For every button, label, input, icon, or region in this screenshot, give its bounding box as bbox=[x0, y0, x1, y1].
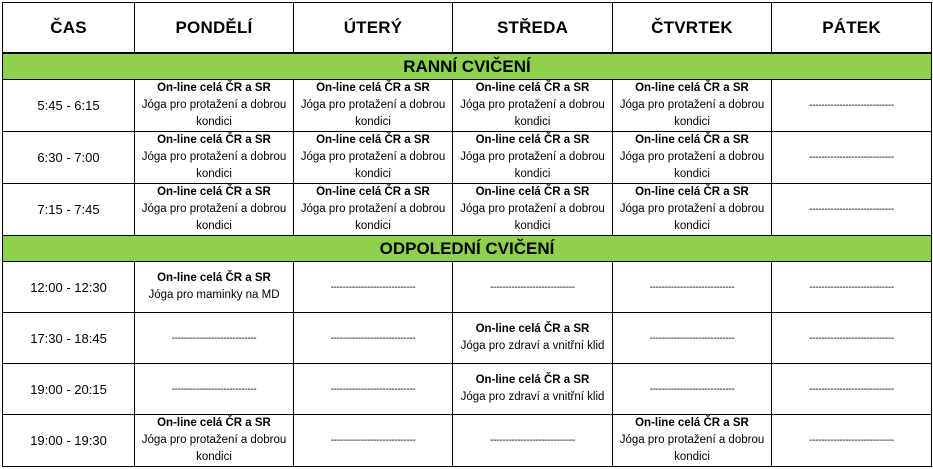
class-cell bbox=[453, 184, 613, 236]
table-row bbox=[3, 262, 932, 313]
section-row-morning bbox=[3, 53, 932, 80]
class-location: On-line celá ČR a SR bbox=[475, 186, 590, 198]
class-location: On-line celá ČR a SR bbox=[157, 134, 271, 146]
time-cell: 17:30 - 18:45 bbox=[3, 313, 135, 364]
header-thursday: ČTVRTEK bbox=[613, 3, 772, 54]
header-tuesday: ÚTERÝ bbox=[294, 3, 453, 54]
class-title: Jóga pro protažení a dobrou kondici bbox=[460, 151, 605, 180]
class-location: On-line celá ČR a SR bbox=[316, 134, 430, 146]
class-cell bbox=[294, 132, 453, 184]
class-location: On-line celá ČR a SR bbox=[475, 323, 590, 335]
class-cell bbox=[453, 415, 613, 467]
time-cell: 19:00 - 19:30 bbox=[3, 415, 135, 467]
empty-dash: ---------------------------- bbox=[649, 281, 735, 293]
class-title: Jóga pro zdraví a vnitřní klid bbox=[460, 340, 605, 352]
class-cell bbox=[772, 132, 932, 184]
class-cell bbox=[453, 262, 613, 313]
class-cell bbox=[135, 80, 294, 132]
class-location: On-line celá ČR a SR bbox=[635, 186, 749, 198]
time-cell: 12:00 - 12:30 bbox=[3, 262, 135, 313]
class-title: Jóga pro protažení a dobrou kondici bbox=[141, 99, 287, 128]
table-row bbox=[3, 415, 932, 467]
schedule-table bbox=[2, 2, 932, 467]
header-friday: PÁTEK bbox=[772, 3, 932, 54]
class-title: Jóga pro protažení a dobrou kondici bbox=[300, 151, 446, 180]
time-cell: 5:45 - 6:15 bbox=[3, 80, 135, 132]
empty-dash: ---------------------------- bbox=[330, 383, 416, 395]
class-cell bbox=[453, 364, 613, 415]
class-cell bbox=[135, 415, 294, 467]
empty-dash: ---------------------------- bbox=[809, 281, 894, 293]
class-cell bbox=[294, 415, 453, 467]
class-cell bbox=[294, 80, 453, 132]
table-row bbox=[3, 184, 932, 236]
class-location: On-line celá ČR a SR bbox=[635, 417, 749, 429]
class-location: On-line celá ČR a SR bbox=[316, 82, 430, 94]
table-row bbox=[3, 132, 932, 184]
class-cell bbox=[613, 80, 772, 132]
empty-dash: ---------------------------- bbox=[171, 332, 257, 344]
schedule-body bbox=[3, 53, 932, 467]
section-title: ODPOLEDNÍ CVIČENÍ bbox=[3, 236, 932, 262]
empty-dash: ---------------------------- bbox=[809, 152, 894, 163]
class-cell bbox=[294, 184, 453, 236]
class-cell bbox=[135, 364, 294, 415]
table-row bbox=[3, 80, 932, 132]
class-title: Jóga pro protažení a dobrou kondici bbox=[141, 434, 287, 463]
class-location: On-line celá ČR a SR bbox=[635, 134, 749, 146]
class-title: Jóga pro protažení a dobrou kondici bbox=[300, 99, 446, 128]
class-title: Jóga pro protažení a dobrou kondici bbox=[141, 151, 287, 180]
class-cell bbox=[453, 80, 613, 132]
class-location: On-line celá ČR a SR bbox=[475, 82, 590, 94]
class-cell bbox=[135, 184, 294, 236]
header-wednesday: STŘEDA bbox=[453, 3, 613, 54]
empty-dash: ---------------------------- bbox=[809, 100, 894, 111]
empty-dash: ---------------------------- bbox=[809, 383, 894, 395]
class-title: Jóga pro protažení a dobrou kondici bbox=[141, 203, 287, 232]
class-location: On-line celá ČR a SR bbox=[635, 82, 749, 94]
empty-dash: ---------------------------- bbox=[809, 204, 894, 215]
class-title: Jóga pro zdraví a vnitřní klid bbox=[460, 391, 605, 403]
empty-dash: ---------------------------- bbox=[171, 383, 257, 395]
class-cell bbox=[294, 262, 453, 313]
class-location: On-line celá ČR a SR bbox=[157, 186, 271, 198]
class-title: Jóga pro protažení a dobrou kondici bbox=[460, 203, 605, 232]
empty-dash: ---------------------------- bbox=[330, 281, 416, 293]
time-cell: 6:30 - 7:00 bbox=[3, 132, 135, 184]
class-title: Jóga pro protažení a dobrou kondici bbox=[619, 99, 765, 128]
class-title: Jóga pro protažení a dobrou kondici bbox=[619, 203, 765, 232]
empty-dash: ---------------------------- bbox=[649, 383, 735, 395]
class-cell bbox=[613, 184, 772, 236]
class-cell bbox=[772, 415, 932, 467]
class-cell bbox=[294, 364, 453, 415]
header-time: ČAS bbox=[3, 3, 135, 54]
time-cell: 7:15 - 7:45 bbox=[3, 184, 135, 236]
class-title: Jóga pro protažení a dobrou kondici bbox=[460, 99, 605, 128]
time-cell: 19:00 - 20:15 bbox=[3, 364, 135, 415]
empty-dash: ---------------------------- bbox=[490, 281, 575, 293]
class-cell bbox=[772, 313, 932, 364]
class-title: Jóga pro protažení a dobrou kondici bbox=[300, 203, 446, 232]
table-row bbox=[3, 313, 932, 364]
class-cell bbox=[613, 132, 772, 184]
table-row bbox=[3, 364, 932, 415]
class-cell bbox=[453, 313, 613, 364]
class-title: Jóga pro protažení a dobrou kondici bbox=[619, 151, 765, 180]
section-row-afternoon bbox=[3, 236, 932, 262]
class-cell bbox=[453, 132, 613, 184]
empty-dash: ---------------------------- bbox=[809, 435, 894, 446]
class-cell bbox=[135, 132, 294, 184]
class-cell bbox=[613, 415, 772, 467]
class-location: On-line celá ČR a SR bbox=[475, 374, 590, 386]
empty-dash: ---------------------------- bbox=[330, 332, 416, 344]
class-cell bbox=[613, 262, 772, 313]
class-cell bbox=[613, 313, 772, 364]
class-cell bbox=[772, 184, 932, 236]
empty-dash: ---------------------------- bbox=[809, 332, 894, 344]
header-row bbox=[3, 3, 932, 54]
class-cell bbox=[772, 80, 932, 132]
class-location: On-line celá ČR a SR bbox=[157, 82, 271, 94]
section-title: RANNÍ CVIČENÍ bbox=[3, 53, 932, 80]
class-cell bbox=[135, 262, 294, 313]
class-cell bbox=[135, 313, 294, 364]
class-cell bbox=[772, 262, 932, 313]
class-title: Jóga pro maminky na MD bbox=[148, 289, 280, 301]
class-cell bbox=[613, 364, 772, 415]
class-cell bbox=[772, 364, 932, 415]
class-location: On-line celá ČR a SR bbox=[157, 417, 271, 429]
class-location: On-line celá ČR a SR bbox=[475, 134, 590, 146]
class-cell bbox=[294, 313, 453, 364]
empty-dash: ---------------------------- bbox=[490, 435, 575, 446]
class-location: On-line celá ČR a SR bbox=[157, 272, 271, 284]
class-location: On-line celá ČR a SR bbox=[316, 186, 430, 198]
empty-dash: ---------------------------- bbox=[330, 435, 416, 446]
class-title: Jóga pro protažení a dobrou kondici bbox=[619, 434, 765, 463]
header-monday: PONDĚLÍ bbox=[135, 3, 294, 54]
empty-dash: ---------------------------- bbox=[649, 332, 735, 344]
